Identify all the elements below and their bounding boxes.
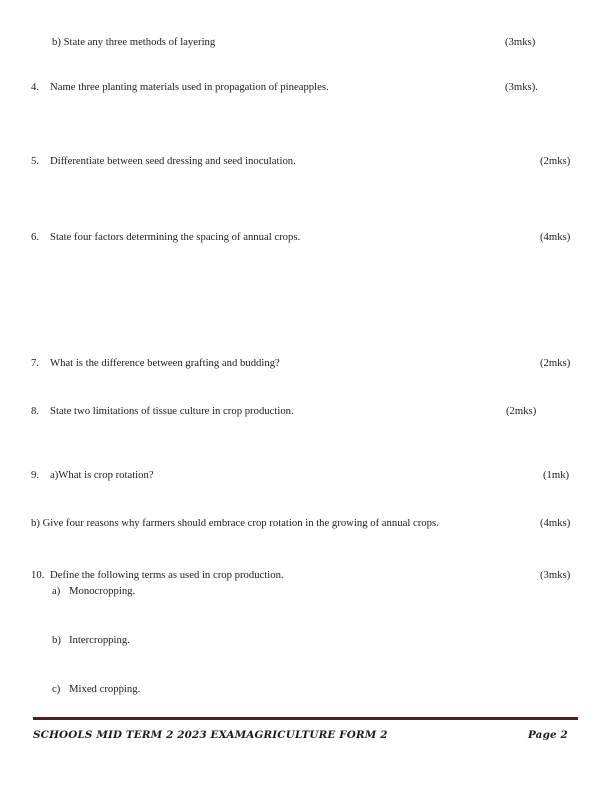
- marks-6: (4mks): [540, 231, 571, 243]
- marks-10: (3mks): [540, 569, 571, 581]
- question-number-10: 10.: [31, 569, 45, 581]
- question-text-6: State four factors determining the spacing of annual crops.: [50, 231, 301, 243]
- question-text-9a: a)What is crop rotation?: [50, 469, 154, 481]
- sub-item-a-text: Monocropping.: [69, 585, 136, 597]
- marks-4: (3mks).: [505, 81, 538, 93]
- question-number-8: 8.: [31, 405, 40, 417]
- question-number-5: 5.: [31, 155, 40, 167]
- marks-9b: (4mks): [540, 517, 571, 529]
- question-text-4: Name three planting materials used in propagation of pineapples.: [50, 81, 329, 93]
- question-number-6: 6.: [31, 231, 40, 243]
- sub-item-b-text: Intercropping.: [69, 634, 130, 646]
- question-text-9b: b) Give four reasons why farmers should embrace crop rotation in the growing of annual crops.: [31, 517, 439, 529]
- question-text-10: Define the following terms as used in crop production.: [50, 569, 284, 581]
- question-number-4: 4.: [31, 81, 40, 93]
- marks-9a: (1mk): [543, 469, 570, 481]
- question-text-layering: b) State any three methods of layering: [52, 36, 216, 48]
- question-text-8: State two limitations of tissue culture in crop production.: [50, 405, 294, 417]
- question-text-5: Differentiate between seed dressing and seed inoculation.: [50, 155, 296, 167]
- sub-item-b: [52, 634, 130, 647]
- question-text-7: What is the difference between grafting and budding?: [50, 357, 280, 369]
- sub-item-c: [52, 683, 140, 696]
- footer-page-number: Page 2: [528, 729, 568, 741]
- sub-item-c-text: Mixed cropping.: [69, 683, 141, 695]
- sub-item-b-label: b): [52, 634, 61, 646]
- marks-5: (2mks): [540, 155, 571, 167]
- question-number-7: 7.: [31, 357, 40, 369]
- marks-layering: (3mks): [505, 36, 536, 48]
- question-number-9: 9.: [31, 469, 40, 481]
- marks-7: (2mks): [540, 357, 571, 369]
- footer-exam-title: SCHOOLS MID TERM 2 2023 EXAMAGRICULTURE FORM 2: [33, 729, 388, 741]
- footer-divider: [33, 717, 578, 720]
- sub-item-a: [52, 585, 135, 598]
- sub-item-a-label: a): [52, 585, 61, 597]
- marks-8: (2mks): [506, 405, 537, 417]
- sub-item-c-label: c): [52, 683, 61, 695]
